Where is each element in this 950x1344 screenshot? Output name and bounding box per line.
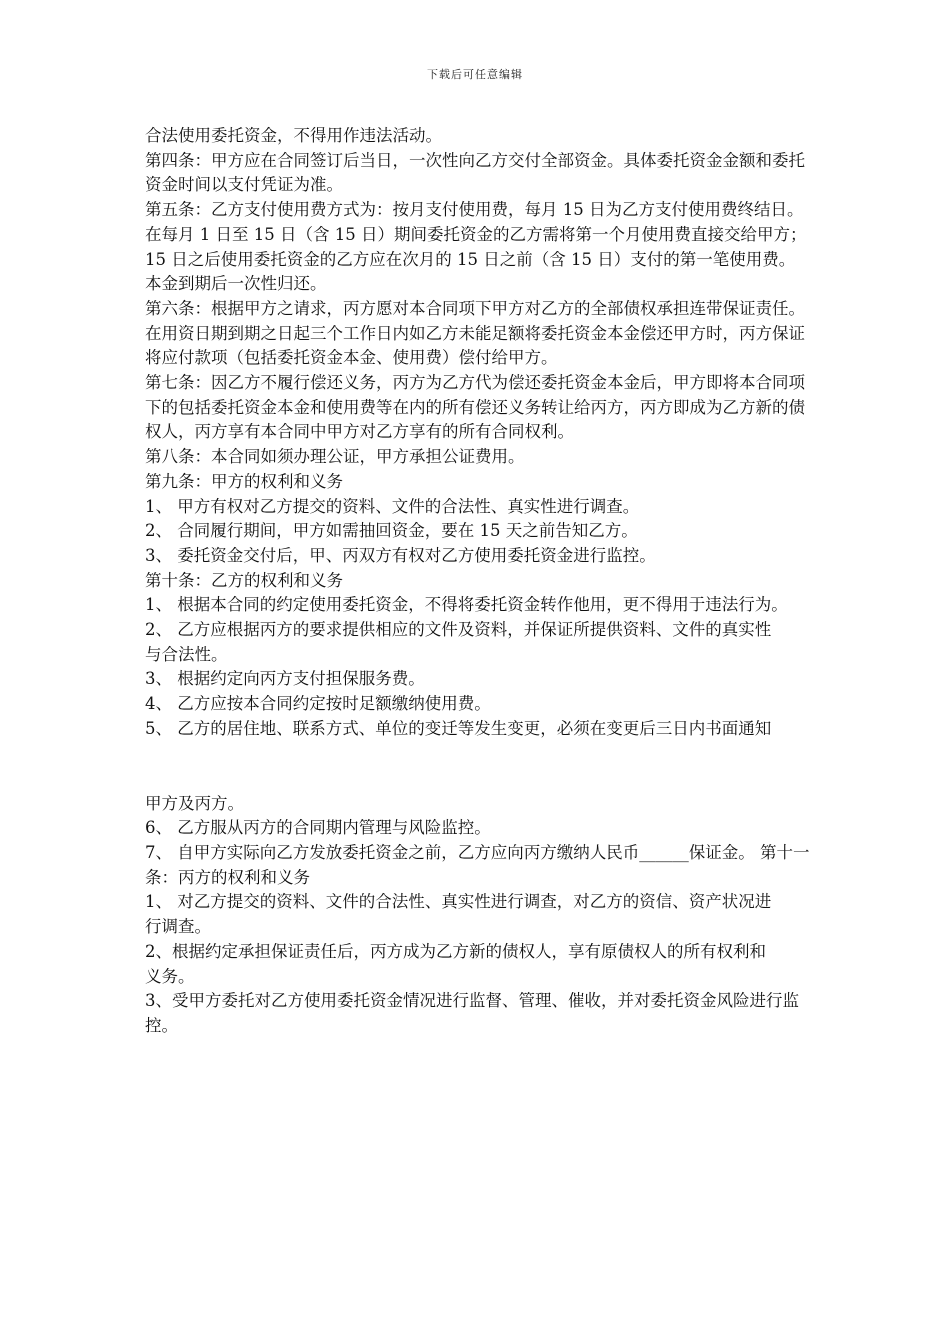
list-item-continuation: 行调查。 <box>145 917 211 937</box>
paragraph: 合法使用委托资金，不得用作违法活动。 <box>145 126 442 145</box>
article-6: 第六条：根据甲方之请求，丙方愿对本合同项下甲方对乙方的全部债权承担连带保证责任。在用资日期到期之日起三个工作日内如乙方未能足额将委托资金本金偿还甲方时，丙方保证将应付款项（包括委托资金本金、使用费）偿付给甲方。 <box>145 298 805 368</box>
list-item: 1、 甲方有权对乙方提交的资料、文件的合法性、真实性进行调查。 <box>145 496 640 516</box>
list-item-continuation: 与合法性。 <box>145 644 228 664</box>
list-item: 7、 自甲方实际向乙方发放委托资金之前，乙方应向丙方缴纳人民币______保证金。 第十一条：丙方的权利和义务 <box>145 842 810 887</box>
article-9-heading: 第九条：甲方的权利和义务 <box>145 471 343 491</box>
document-body <box>145 124 810 1039</box>
list-item: 2、根据约定承担保证责任后，丙方成为乙方新的债权人，享有原债权人的所有权利和 <box>145 941 766 961</box>
list-item-continuation: 义务。 <box>145 966 195 986</box>
spacer <box>145 742 810 792</box>
article-8: 第八条：本合同如须办理公证，甲方承担公证费用。 <box>145 447 525 467</box>
article-5: 第五条：乙方支付使用费方式为：按月支付使用费，每月 15 日为乙方支付使用费终结日。在每月 1 日至 15 日（含 15 日）期间委托资金的乙方需将第一个月使用费直接交给甲方；15 日之后使用委托资金的乙方应在次月的 15 日之前（含 15 日）支付的第一笔使用费。本金到期后一次性归还。 <box>145 200 807 294</box>
list-item: 4、 乙方应按本合同约定按时足额缴纳使用费。 <box>145 694 491 714</box>
list-item: 3、 根据约定向丙方支付担保服务费。 <box>145 669 425 689</box>
list-item: 2、 乙方应根据丙方的要求提供相应的文件及资料，并保证所提供资料、文件的真实性 <box>145 620 772 640</box>
list-item: 3、受甲方委托对乙方使用委托资金情况进行监督、管理、催收，并对委托资金风险进行监控。 <box>145 991 799 1035</box>
article-4: 第四条：甲方应在合同签订后当日，一次性向乙方交付全部资金。具体委托资金金额和委托资金时间以支付凭证为准。 <box>145 150 805 195</box>
list-item: 1、 根据本合同的约定使用委托资金，不得将委托资金转作他用，更不得用于违法行为。 <box>145 595 788 615</box>
list-item-continuation: 甲方及丙方。 <box>145 793 244 813</box>
page-header-note: 下载后可任意编辑 <box>427 68 523 81</box>
list-item: 1、 对乙方提交的资料、文件的合法性、真实性进行调查，对乙方的资信、资产状况进 <box>145 892 772 912</box>
article-10-heading: 第十条：乙方的权利和义务 <box>145 570 343 590</box>
list-item: 2、 合同履行期间，甲方如需抽回资金，要在 15 天之前告知乙方。 <box>145 521 638 541</box>
article-7: 第七条：因乙方不履行偿还义务，丙方为乙方代为偿还委托资金本金后，甲方即将本合同项下的包括委托资金本金和使用费等在内的所有偿还义务转让给丙方，丙方即成为乙方新的债权人，丙方享有本合同中甲方对乙方享有的所有合同权利。 <box>145 373 805 442</box>
list-item: 5、 乙方的居住地、联系方式、单位的变迁等发生变更，必须在变更后三日内书面通知 <box>145 718 772 738</box>
list-item: 6、 乙方服从丙方的合同期内管理与风险监控。 <box>145 818 491 838</box>
list-item: 3、 委托资金交付后，甲、丙双方有权对乙方使用委托资金进行监控。 <box>145 545 656 565</box>
